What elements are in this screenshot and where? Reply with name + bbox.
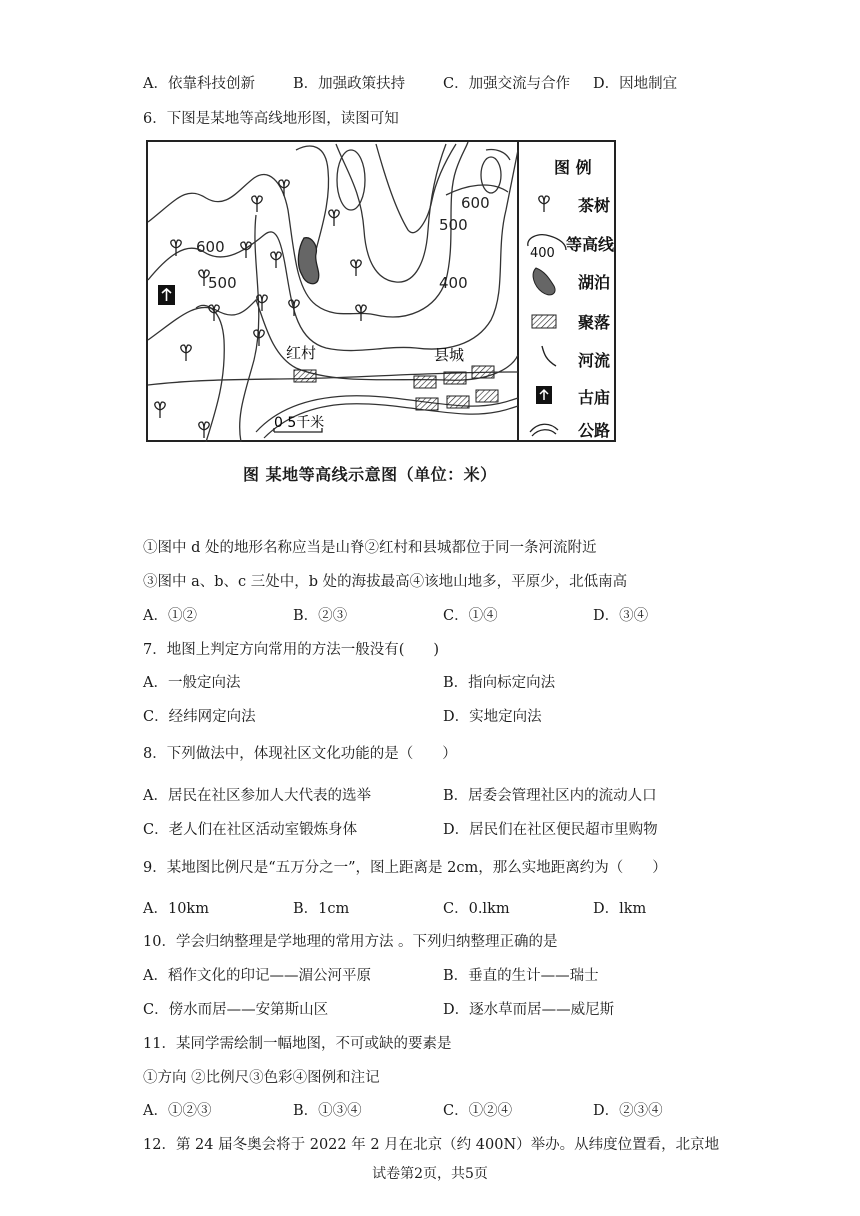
svg-text:聚落: 聚落 xyxy=(578,313,611,332)
contour-map xyxy=(146,140,616,442)
q8-option-b: B．居委会管理社区内的流动人口 xyxy=(443,788,657,804)
q10-option-a: A．稻作文化的印记——湄公河平原 xyxy=(143,968,371,984)
q6-statement-2: ③图中 a、b、c 三处中，b 处的海拔最高④该地山地多，平原少，北低南高 xyxy=(143,574,628,590)
q12-stem: 12．第 24 届冬奥会将于 2022 年 2 月在北京（约 400N）举办。从纬度位置看，北京地 xyxy=(143,1137,720,1153)
svg-text:古庙: 古庙 xyxy=(578,388,611,407)
contour-label: 600 xyxy=(196,238,225,256)
q6-stem: 6．下图是某地等高线地形图，读图可知 xyxy=(143,111,399,127)
svg-text:茶树: 茶树 xyxy=(578,196,611,215)
q8-option-c: C．老人们在社区活动室锻炼身体 xyxy=(143,822,358,838)
q8-stem: 8．下列做法中，体现社区文化功能的是（ ） xyxy=(143,746,457,762)
contour-label: 500 xyxy=(208,274,237,292)
q9-option-d: D．lkm xyxy=(593,901,647,917)
q7-stem: 7．地图上判定方向常用的方法一般没有( ) xyxy=(143,642,440,658)
q6-option-c: C．①④ xyxy=(443,608,498,624)
q10-option-d: D．逐水草而居——威尼斯 xyxy=(443,1002,615,1018)
q5-option-d: D．因地制宜 xyxy=(593,76,678,92)
q6-option-d: D．③④ xyxy=(593,608,649,624)
place-hongcun: 红村 xyxy=(286,344,317,362)
q7-option-c: C．经纬网定向法 xyxy=(143,709,256,725)
q11-option-c: C．①②④ xyxy=(443,1103,513,1119)
contour-label: 500 xyxy=(439,216,468,234)
q9-option-a: A．10km xyxy=(143,901,209,917)
page-footer: 试卷第2页，共5页 xyxy=(372,1166,488,1182)
map-caption: 图 某地等高线示意图（单位：米） xyxy=(243,465,497,484)
q6-statement-1: ①图中 d 处的地形名称应当是山脊②红村和县城都位于同一条河流附近 xyxy=(143,540,597,556)
q8-option-a: A．居民在社区参加人大代表的选举 xyxy=(143,788,371,804)
q11-option-d: D．②③④ xyxy=(593,1103,663,1119)
q5-option-c: C．加强交流与合作 xyxy=(443,76,571,92)
q11-option-a: A．①②③ xyxy=(143,1103,212,1119)
q9-option-c: C．0.lkm xyxy=(443,901,510,917)
q7-option-b: B．指向标定向法 xyxy=(443,675,556,691)
q10-option-b: B．垂直的生计——瑞士 xyxy=(443,968,599,984)
contour-label: 400 xyxy=(439,274,468,292)
q7-option-a: A．一般定向法 xyxy=(143,675,241,691)
svg-text:湖泊: 湖泊 xyxy=(578,273,611,292)
q11-option-b: B．①③④ xyxy=(293,1103,362,1119)
svg-text:等高线: 等高线 xyxy=(566,235,615,254)
scale-bar xyxy=(274,414,324,432)
q8-option-d: D．居民们在社区便民超市里购物 xyxy=(443,822,658,838)
q7-option-d: D．实地定向法 xyxy=(443,709,542,725)
q10-option-c: C．傍水而居——安第斯山区 xyxy=(143,1002,329,1018)
svg-text:河流: 河流 xyxy=(578,351,611,370)
q11-stem: 11．某同学需绘制一幅地图，不可或缺的要素是 xyxy=(143,1036,452,1052)
svg-text:400: 400 xyxy=(530,246,555,261)
q5-option-a: A．依靠科技创新 xyxy=(143,76,255,92)
temple xyxy=(158,285,175,305)
q9-stem: 9．某地图比例尺是“五万分之一”，图上距离是 2cm，那么实地距离约为（ ） xyxy=(143,860,667,876)
q9-option-b: B．1cm xyxy=(293,901,350,917)
q10-stem: 10．学会归纳整理是学地理的常用方法 。下列归纳整理正确的是 xyxy=(143,934,558,950)
scale-label: 0 5千米 xyxy=(274,415,325,431)
q6-option-b: B．②③ xyxy=(293,608,348,624)
legend-title: 图 例 xyxy=(554,158,592,177)
place-county: 县城 xyxy=(434,346,465,364)
contour-label: 600 xyxy=(461,194,490,212)
svg-text:公路: 公路 xyxy=(578,421,611,440)
q11-statement: ①方向 ②比例尺③色彩④图例和注记 xyxy=(143,1070,380,1086)
q5-option-b: B．加强政策扶持 xyxy=(293,76,406,92)
q6-option-a: A．①② xyxy=(143,608,197,624)
